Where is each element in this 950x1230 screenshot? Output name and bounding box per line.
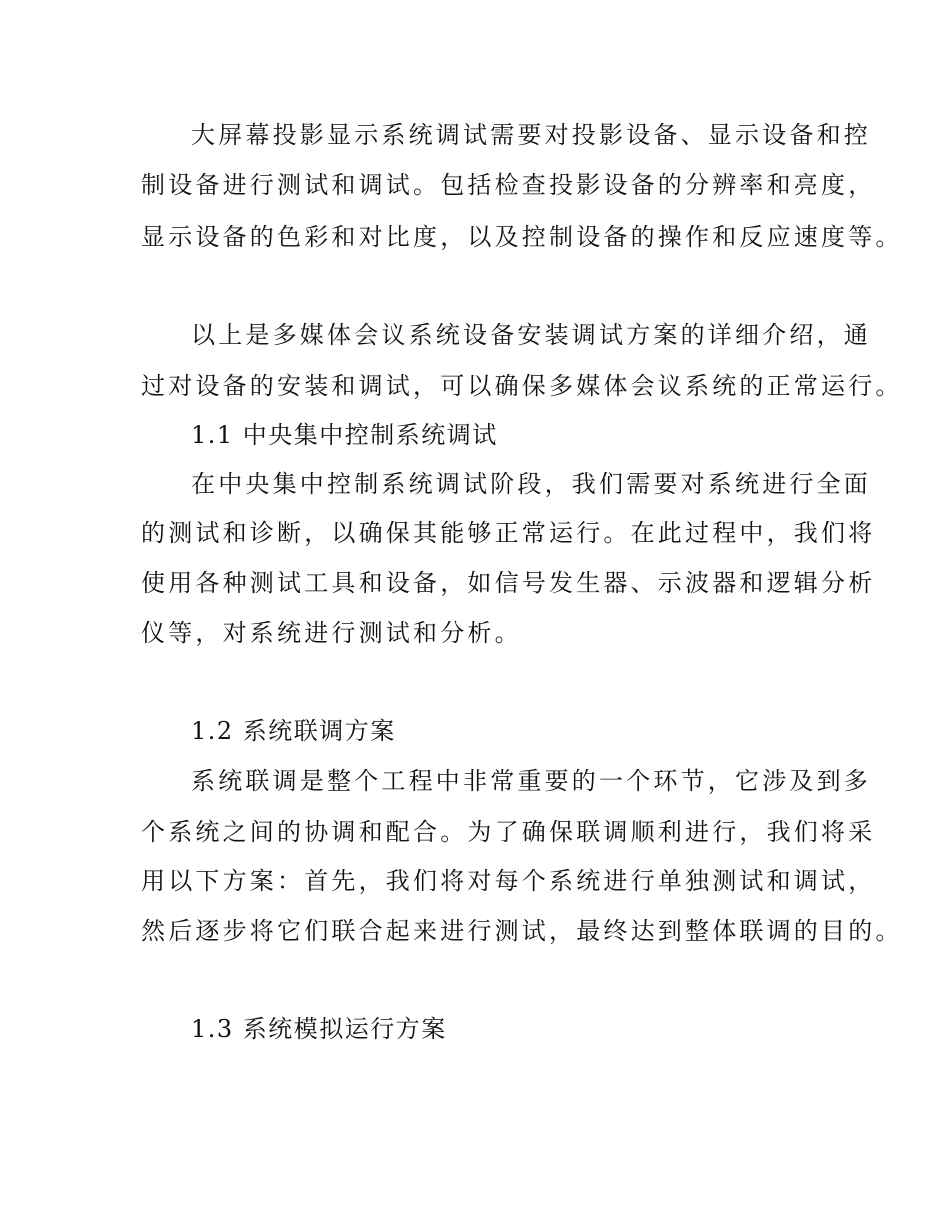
paragraph-summary-line-1: 以上是多媒体会议系统设备安装调试方案的详细介绍，通 xyxy=(191,321,871,349)
paragraph-central-control-line-4: 仪等，对系统进行测试和分析。 xyxy=(141,619,522,647)
heading-1-3: 1.3 系统模拟运行方案 xyxy=(191,1015,447,1043)
paragraph-joint-debug-line-1: 系统联调是整个工程中非常重要的一个环节，它涉及到多 xyxy=(191,767,871,795)
paragraph-projection-line-1: 大屏幕投影显示系统调试需要对投影设备、显示设备和控 xyxy=(191,121,871,149)
paragraph-projection-line-2: 制设备进行测试和调试。包括检查投影设备的分辨率和亮度， xyxy=(141,171,876,199)
heading-1-2: 1.2 系统联调方案 xyxy=(191,717,396,745)
paragraph-joint-debug-line-2: 个系统之间的协调和配合。为了确保联调顺利进行，我们将采 xyxy=(141,818,876,846)
paragraph-central-control-line-2: 的测试和诊断，以确保其能够正常运行。在此过程中，我们将 xyxy=(141,519,876,547)
heading-1-1: 1.1 中央集中控制系统调试 xyxy=(191,421,498,449)
paragraph-summary-line-2: 过对设备的安装和调试，可以确保多媒体会议系统的正常运行。 xyxy=(141,372,903,400)
paragraph-joint-debug-line-3: 用以下方案：首先，我们将对每个系统进行单独测试和调试， xyxy=(141,867,876,895)
paragraph-projection-line-3: 显示设备的色彩和对比度，以及控制设备的操作和反应速度等。 xyxy=(141,223,903,251)
paragraph-central-control-line-1: 在中央集中控制系统调试阶段，我们需要对系统进行全面 xyxy=(191,470,871,498)
paragraph-joint-debug-line-4: 然后逐步将它们联合起来进行测试，最终达到整体联调的目的。 xyxy=(141,917,903,945)
paragraph-central-control-line-3: 使用各种测试工具和设备，如信号发生器、示波器和逻辑分析 xyxy=(141,569,876,597)
